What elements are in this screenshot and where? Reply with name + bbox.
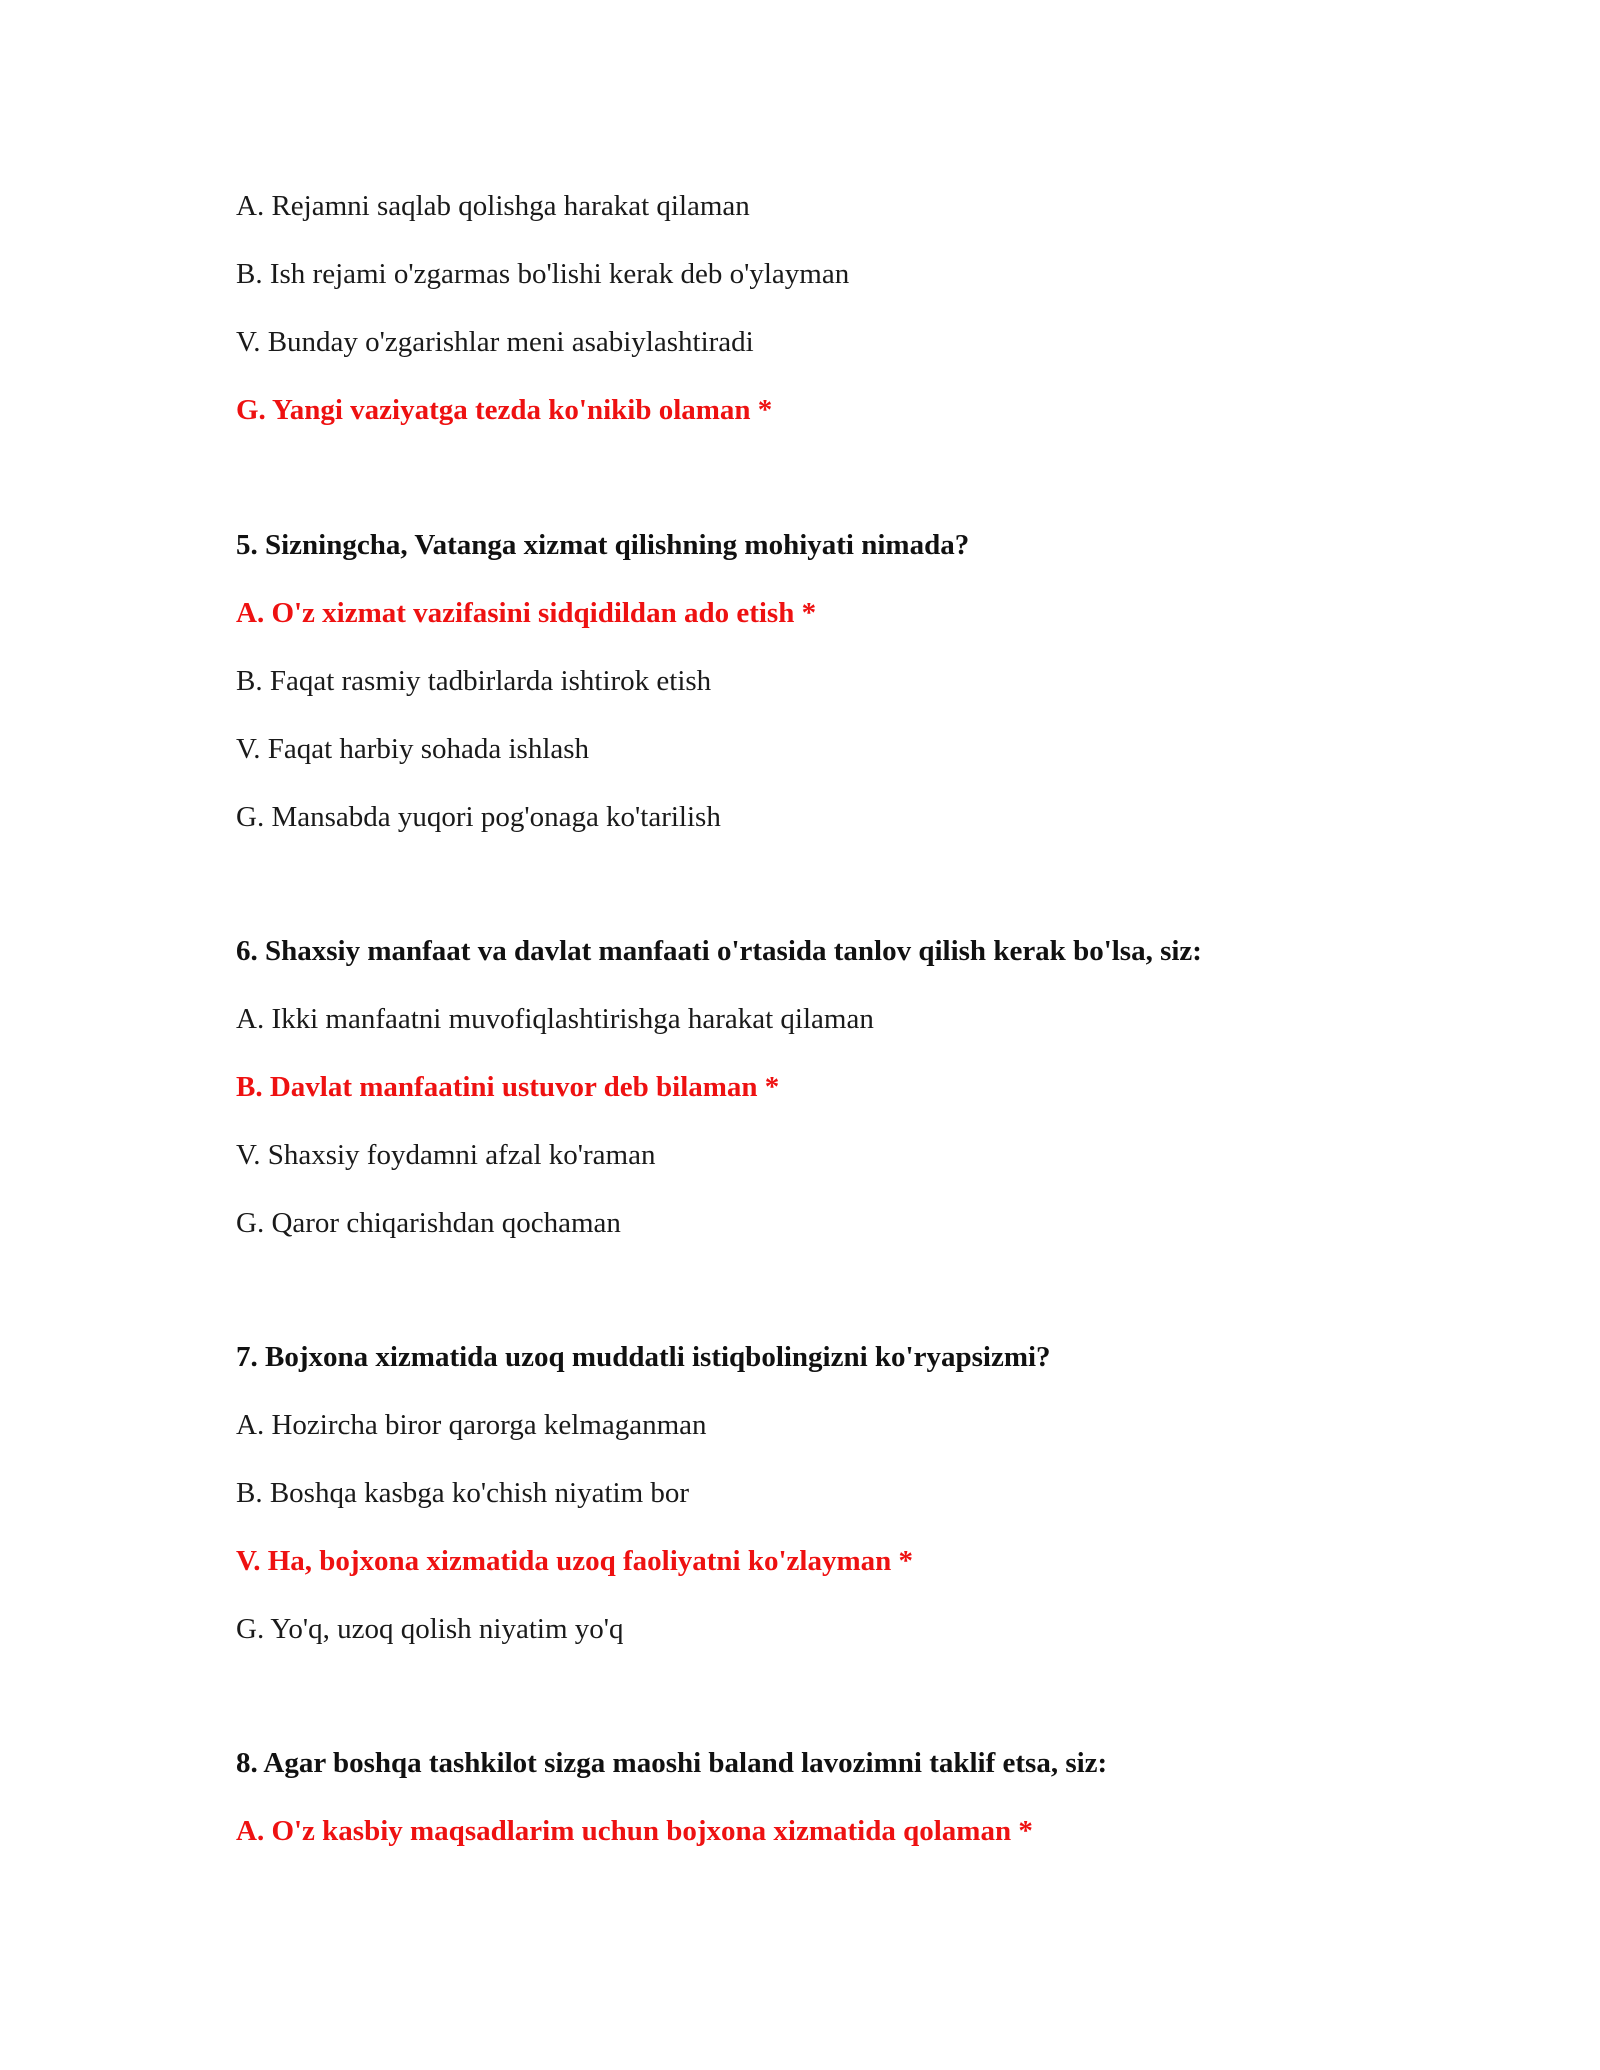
- option-q8-a-correct: A. O'z kasbiy maqsadlarim uchun bojxona xizmatida qolaman *: [236, 1815, 1033, 1847]
- question-7-text: 7. Bojxona xizmatida uzoq muddatli istiqbolingizni ko'ryapsizmi?: [236, 1341, 1051, 1373]
- option-q7-b: B. Boshqa kasbga ko'chish niyatim bor: [236, 1477, 690, 1509]
- option-q4-a: A. Rejamni saqlab qolishga harakat qilaman: [236, 190, 750, 222]
- question-6-text: 6. Shaxsiy manfaat va davlat manfaati o'rtasida tanlov qilish kerak bo'lsa, siz:: [236, 935, 1202, 967]
- option-q7-g: G. Yo'q, uzoq qolish niyatim yo'q: [236, 1613, 624, 1645]
- option-q4-b: B. Ish rejami o'zgarmas bo'lishi kerak deb o'ylayman: [236, 258, 850, 290]
- option-q6-b-correct: B. Davlat manfaatini ustuvor deb bilaman *: [236, 1071, 780, 1103]
- option-q4-g-correct: G. Yangi vaziyatga tezda ko'nikib olaman *: [236, 394, 773, 426]
- option-q7-a: A. Hozircha biror qarorga kelmaganman: [236, 1409, 707, 1441]
- question-8-text: 8. Agar boshqa tashkilot sizga maoshi baland lavozimni taklif etsa, siz:: [236, 1747, 1108, 1779]
- question-5-text: 5. Sizningcha, Vatanga xizmat qilishning mohiyati nimada?: [236, 529, 970, 561]
- option-q4-v: V. Bunday o'zgarishlar meni asabiylashtiradi: [236, 326, 754, 358]
- option-q5-a-correct: A. O'z xizmat vazifasini sidqidildan ado etish *: [236, 597, 817, 629]
- option-q6-v: V. Shaxsiy foydamni afzal ko'raman: [236, 1139, 656, 1171]
- option-q7-v-correct: V. Ha, bojxona xizmatida uzoq faoliyatni ko'zlayman *: [236, 1545, 913, 1577]
- option-q5-g: G. Mansabda yuqori pog'onaga ko'tarilish: [236, 801, 721, 833]
- option-q5-v: V. Faqat harbiy sohada ishlash: [236, 733, 590, 765]
- option-q5-b: B. Faqat rasmiy tadbirlarda ishtirok etish: [236, 665, 712, 697]
- option-q6-g: G. Qaror chiqarishdan qochaman: [236, 1207, 621, 1239]
- option-q6-a: A. Ikki manfaatni muvofiqlashtirishga harakat qilaman: [236, 1003, 874, 1035]
